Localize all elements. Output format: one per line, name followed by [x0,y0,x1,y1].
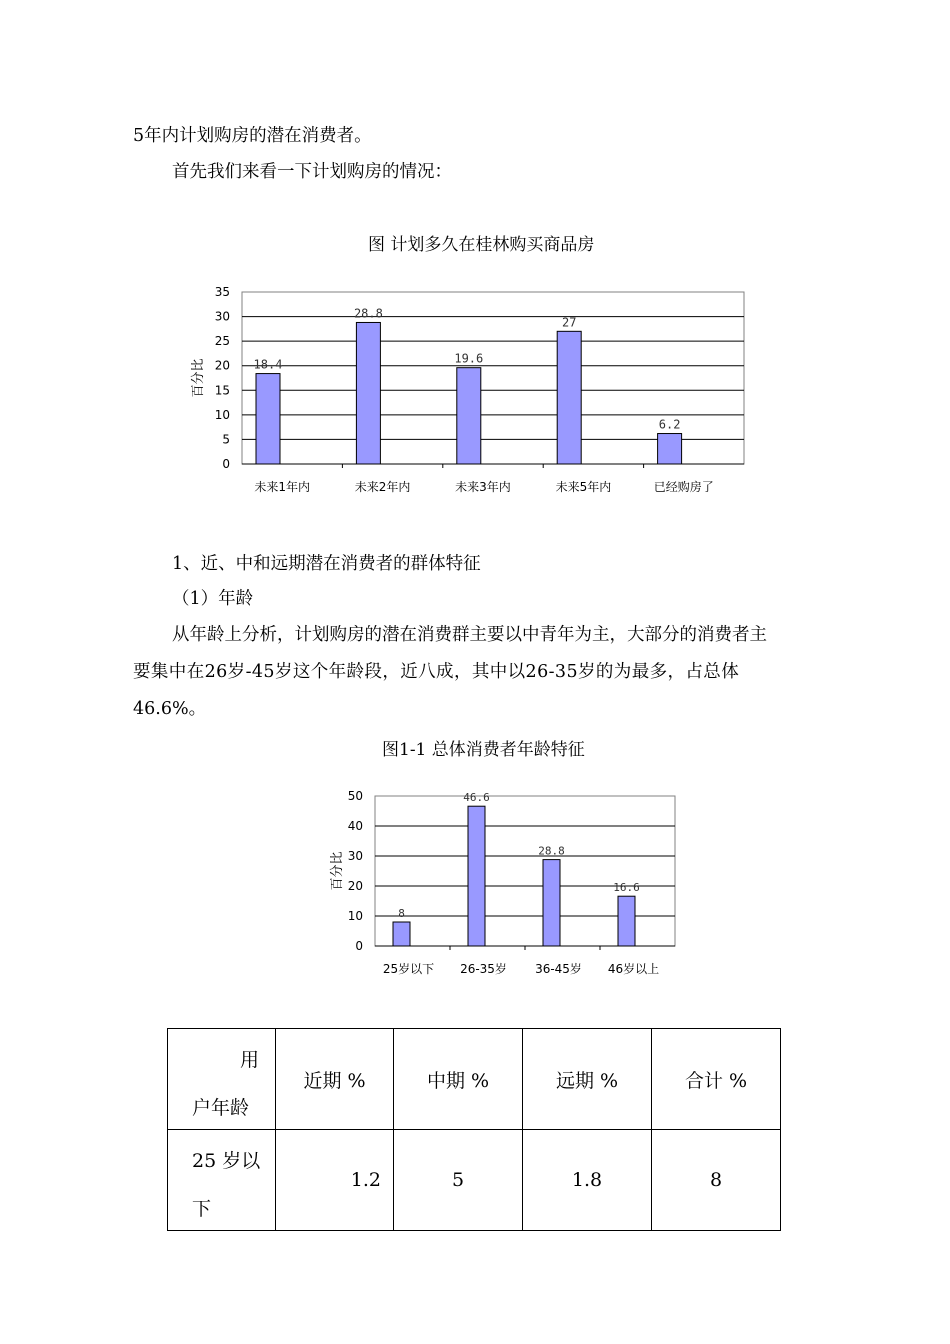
bar [658,434,682,464]
header-age-top: 用 [240,1049,260,1071]
body-line-2: 要集中在26岁-45岁这个年龄段，近八成，其中以26-35岁的为最多，占总体 [133,662,740,682]
section-heading: 1、近、中和远期潜在消费者的群体特征 [172,554,481,574]
body-line-3: 46.6%。 [133,699,207,719]
x-tick-label: 26-35岁 [460,962,507,976]
x-tick-label: 未来2年内 [354,480,411,494]
y-tick-label: 20 [347,879,363,893]
y-tick-label: 0 [222,457,230,471]
row-age-cell [168,1130,276,1231]
x-tick-label: 未来5年内 [555,480,612,494]
x-tick-label: 36-45岁 [535,962,582,976]
y-tick-label: 15 [214,383,230,398]
y-tick-label: 35 [214,285,230,299]
x-tick-label: 未来3年内 [455,480,511,494]
chart2-y-axis-label: 百分比 [330,851,345,891]
y-tick-label: 0 [355,939,363,953]
cell-near: 1.2 [276,1130,394,1231]
y-tick-label: 30 [214,309,230,324]
age-table [167,1028,781,1231]
chart1-y-axis-label: 百分比 [191,358,206,398]
header-age-cell [168,1029,276,1130]
y-tick-label: 10 [214,407,230,422]
bar [468,806,485,946]
y-tick-label: 50 [347,789,363,803]
cell-total: 8 [652,1130,781,1231]
y-tick-label: 20 [214,358,230,373]
bar [543,860,560,946]
header-far: 远期 % [523,1029,652,1130]
x-tick-label: 已经购房了 [653,480,714,494]
x-tick-label: 46岁以上 [607,962,660,976]
bar-value-label: 27 [561,315,577,330]
x-tick-label: 25岁以下 [382,962,435,976]
bar-value-label: 19.6 [454,351,484,366]
bar [618,896,635,946]
bar-value-label: 28.8 [538,844,565,858]
header-total: 合计 % [652,1029,781,1130]
bar-value-label: 28.8 [353,306,383,321]
bar-value-label: 18.4 [253,357,283,372]
cell-far: 1.8 [523,1130,652,1231]
sub-heading-age: （1）年龄 [172,589,254,609]
y-tick-label: 40 [347,819,363,833]
y-tick-label: 5 [222,432,230,447]
chart-age-distribution [325,782,685,987]
header-near: 近期 % [276,1029,394,1130]
y-tick-label: 25 [214,334,230,349]
table-row [168,1130,781,1231]
chart-purchase-timing [180,280,760,505]
paragraph-intro: 5年内计划购房的潜在消费者。 [133,126,372,146]
bar-value-label: 46.6 [463,791,490,805]
paragraph-lead: 首先我们来看一下计划购房的情况： [172,162,452,182]
chart2-title: 图1-1 总体消费者年龄特征 [382,740,585,760]
table-header-row [168,1029,781,1130]
chart1-title: 图 计划多久在桂林购买商品房 [368,235,595,255]
header-mid: 中期 % [394,1029,523,1130]
cell-mid: 5 [394,1130,523,1231]
bar [356,322,380,464]
header-age-bottom: 户年龄 [192,1097,250,1119]
body-line-1: 从年龄上分析，计划购房的潜在消费群主要以中青年为主，大部分的消费者主 [172,625,767,645]
row-age-top: 25 岁以 [192,1150,261,1172]
bar [393,922,410,946]
bar [557,331,581,464]
x-tick-label: 未来1年内 [254,480,311,494]
bar [457,368,481,464]
bar-value-label: 16.6 [613,881,640,895]
bar [256,374,280,464]
y-tick-label: 30 [347,849,363,863]
bar-value-label: 8 [398,907,405,920]
y-tick-label: 10 [347,909,363,923]
bar-value-label: 6.2 [658,417,681,432]
row-age-bottom: 下 [192,1198,212,1220]
